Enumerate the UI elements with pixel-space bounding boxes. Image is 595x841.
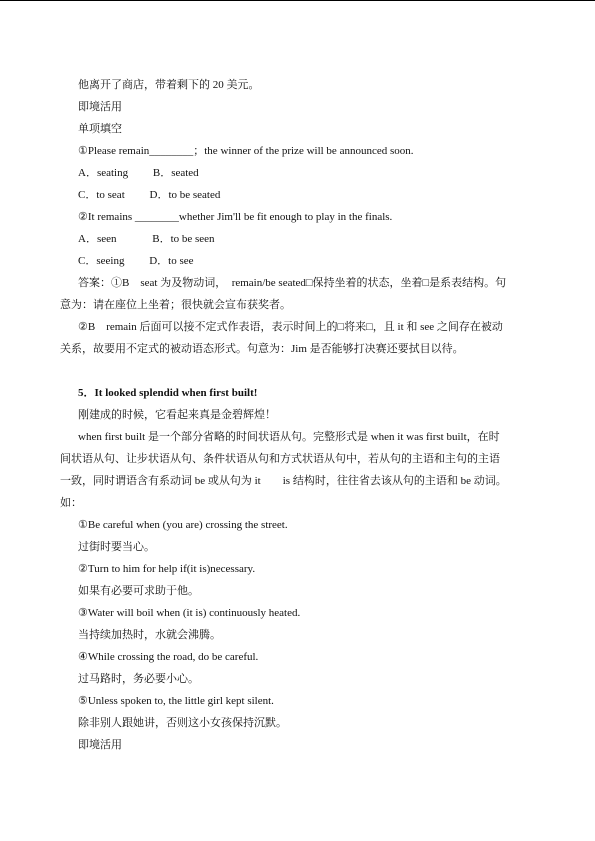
section-label-practice: 即境活用	[78, 101, 122, 113]
section-label-practice-2: 即境活用	[78, 739, 122, 751]
answer-2-line-1: ②B remain 后面可以接不定式作表语，表示时间上的□将来□，且 it 和 see 之间存在被动	[78, 321, 503, 333]
top-border-line	[0, 0, 595, 1]
question-2-options-ab: A．seen B．to be seen	[78, 233, 215, 245]
explanation-line-2: 间状语从句、让步状语从句、条件状语从句和方式状语从句中，若从句的主语和主句的主语	[60, 453, 500, 465]
heading-translation: 刚建成的时候，它看起来真是金碧辉煌！	[78, 409, 276, 421]
answer-1-line-1: 答案：①B seat 为及物动词， remain/be seated□保持坐着的状态，坐着□是系表结构。句	[78, 277, 507, 289]
explanation-line-1: when first built 是一个部分省略的时间状语从句。完整形式是 when it was first built，在时	[78, 431, 500, 443]
example-4: ④While crossing the road, do be careful.	[78, 651, 259, 663]
section-5-heading: 5．It looked splendid when first built!	[78, 387, 258, 399]
question-1: ①Please remain________；the winner of the prize will be announced soon.	[78, 145, 414, 157]
example-4-translation: 过马路时，务必要小心。	[78, 673, 199, 685]
section-label-single-choice: 单项填空	[78, 123, 122, 135]
example-1-translation: 过街时要当心。	[78, 541, 155, 553]
example-3: ③Water will boil when (it is) continuously heated.	[78, 607, 301, 619]
example-1: ①Be careful when (you are) crossing the street.	[78, 519, 288, 531]
translation-line: 他离开了商店，带着剩下的 20 美元。	[78, 79, 260, 91]
explanation-line-3: 一致，同时谓语含有系动词 be 或从句为 it is 结构时，往往省去该从句的主语和 be 动词。	[60, 475, 507, 487]
question-2: ②It remains ________whether Jim'll be fit enough to play in the finals.	[78, 211, 393, 223]
question-2-options-cd: C．seeing D．to see	[78, 255, 194, 267]
answer-2-line-2: 关系，故要用不定式的被动语态形式。句意为：Jim 是否能够打决赛还要拭目以待。	[60, 343, 464, 355]
example-5: ⑤Unless spoken to, the little girl kept silent.	[78, 695, 274, 707]
answer-1-line-2: 意为：请在座位上坐着；很快就会宣布获奖者。	[60, 299, 291, 311]
example-3-translation: 当持续加热时，水就会沸腾。	[78, 629, 221, 641]
question-1-options-cd: C．to seat D．to be seated	[78, 189, 221, 201]
example-2: ②Turn to him for help if(it is)necessary.	[78, 563, 256, 575]
example-2-translation: 如果有必要可求助于他。	[78, 585, 199, 597]
explanation-line-4: 如：	[60, 497, 82, 509]
question-1-options-ab: A．seating B．seated	[78, 167, 199, 179]
example-5-translation: 除非别人跟她讲，否则这小女孩保持沉默。	[78, 717, 287, 729]
